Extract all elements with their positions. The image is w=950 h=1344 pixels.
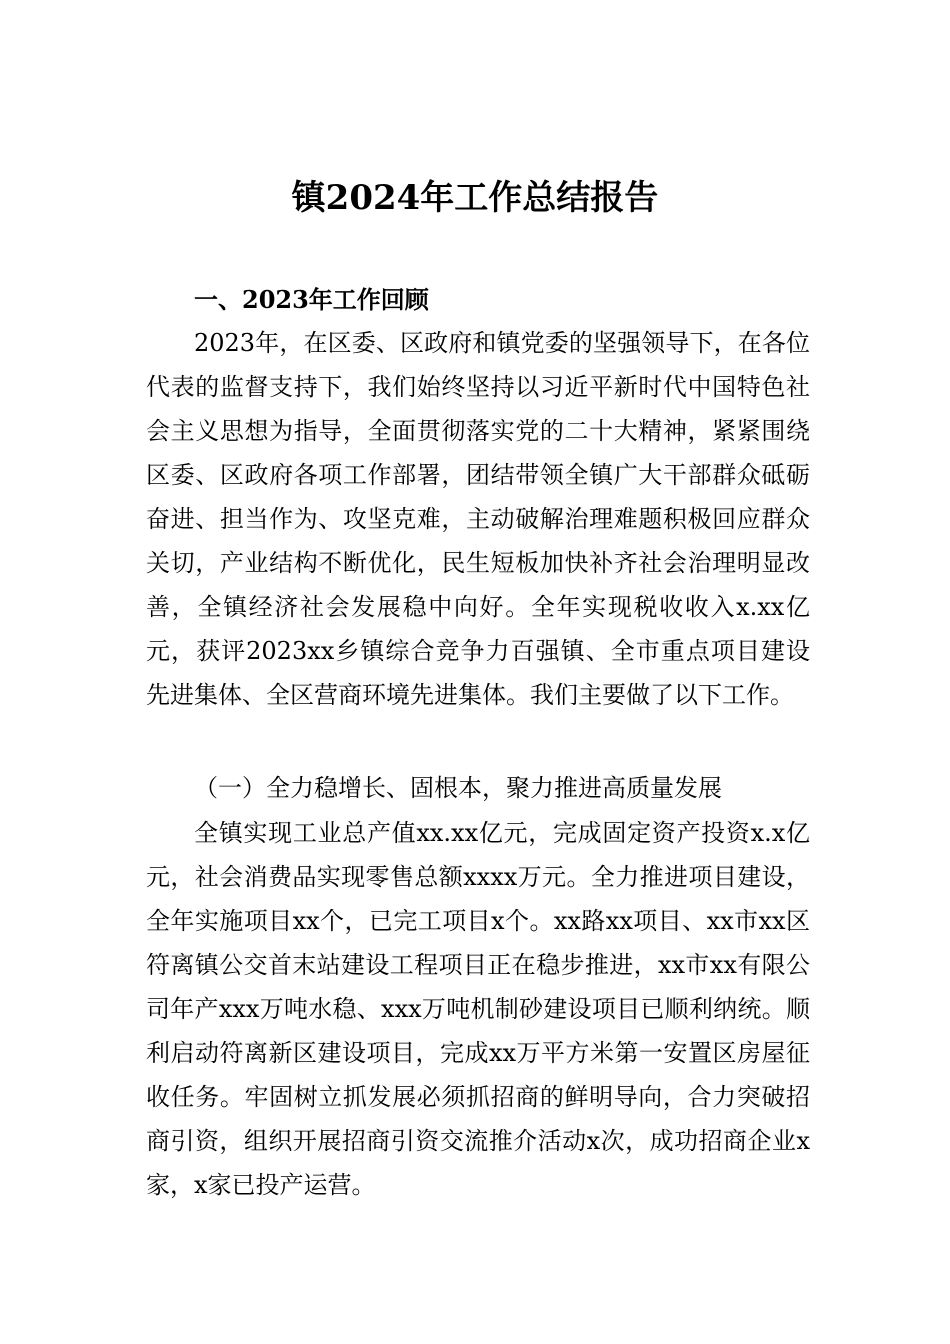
section-heading: 一、2023年工作回顾 xyxy=(194,285,429,314)
body-paragraph: 全镇实现工业总产值xx.xx亿元，完成固定资产投资x.x亿元，社会消费品实现零售总额xxxx万元。全力推进项目建设，全年实施项目xx个，已完工项目x个。xx路xx项目、xx市xx区符离镇公交首末站建设工程项目正在稳步推进，xx市xx有限公司年产xxx万吨水稳、xxx万吨机制砂建设项目已顺利纳统。顺利启动符离新区建设项目，完成xx万平方米第一安置区房屋征收任务。牢固树立抓发展必须抓招商的鲜明导向，合力突破招商引资，组织开展招商引资交流推介活动x次，成功招商企业x家，x家已投产运营。 xyxy=(146,819,810,1199)
body-paragraph: 2023年，在区委、区政府和镇党委的坚强领导下，在各位代表的监督支持下，我们始终坚持以习近平新时代中国特色社会主义思想为指导，全面贯彻落实党的二十大精神，紧紧围绕区委、区政府各项工作部署，团结带领全镇广大干部群众砥砺奋进、担当作为、攻坚克难，主动破解治理难题积极回应群众关切，产业结构不断优化，民生短板加快补齐社会治理明显改善，全镇经济社会发展稳中向好。全年实现税收收入x.xx亿元，获评2023xx乡镇综合竞争力百强镇、全市重点项目建设先进集体、全区营商环境先进集体。我们主要做了以下工作。 xyxy=(146,329,810,709)
document-title: 镇2024年工作总结报告 xyxy=(291,178,659,218)
subsection-heading: （一）全力稳增长、固根本，聚力推进高质量发展 xyxy=(194,774,722,802)
body-paragraph-container xyxy=(146,811,810,1207)
body-paragraph-container xyxy=(146,321,810,717)
